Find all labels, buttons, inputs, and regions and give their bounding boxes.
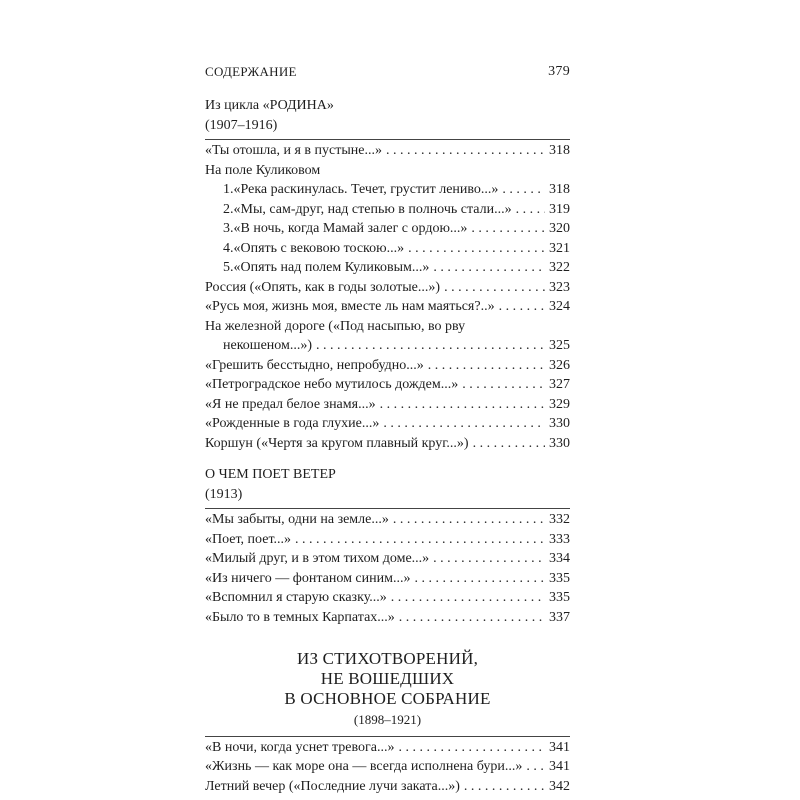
entry-page: 320 [549,221,570,236]
entry-title: «Мы забыты, одни на земле...» [205,512,389,527]
part-years: (1898–1921) [353,712,422,727]
entry-title: «Милый друг, и в этом тихом доме...» [205,551,430,566]
section-title: Из цикла «РОДИНА» [205,98,334,113]
entry-title: «Русь моя, жизнь моя, вместе ль нам маяться?..» [205,299,495,314]
part-heading-line: НЕ ВОШЕДШИХ [320,669,455,688]
toc-subentry[interactable] [205,180,570,200]
subentry-number: 4. [223,240,234,256]
dot-leader [386,141,545,161]
toc-entry-continued[interactable] [205,336,570,356]
toc-subentry[interactable] [205,239,570,259]
entry-page: 324 [549,299,570,314]
entry-page: 325 [549,338,570,353]
dot-leader [526,757,545,777]
entry-title: «Я не предал белое знамя...» [205,396,376,412]
toc-entry[interactable] [205,569,570,589]
running-title: СОДЕРЖАНИЕ [205,64,297,79]
dot-leader [433,549,545,569]
dot-leader [473,434,545,454]
entry-page: 334 [549,551,570,566]
entry-title: «Поет, поет...» [205,531,292,547]
entry-title: «Было то в темных Карпатах...» [205,609,395,625]
toc-entry[interactable] [205,356,570,376]
entry-page: 335 [549,570,570,586]
entry-title: «В ночь, когда Мамай залег с ордою...» [233,221,468,236]
entry-title: «В ночи, когда уснет тревога...» [205,739,395,755]
entry-title-line2: некошеном...») [223,338,313,353]
entry-title: «Рожденные в года глухие...» [205,416,380,431]
dot-leader [383,414,545,434]
entry-title: «Река раскинулась. Течет, грустит лениво...» [233,182,499,197]
dot-leader [464,777,545,797]
toc-entry[interactable] [205,608,570,628]
entry-page: 333 [549,531,570,547]
dot-leader [428,356,545,376]
entry-page: 326 [549,357,570,373]
section-title: О ЧЕМ ПОЕТ ВЕТЕР [205,467,336,482]
page-number: 379 [548,64,570,79]
entry-page: 329 [549,396,570,412]
toc-entry[interactable] [205,588,570,608]
spacer [205,453,570,465]
toc-entry[interactable] [205,141,570,161]
dot-leader [380,395,545,415]
dot-leader [399,608,545,628]
toc-subentry[interactable] [205,258,570,278]
entry-title: «Вспомнил я старую сказку...» [205,590,387,605]
entry-page: 330 [549,435,570,451]
entry-page: 330 [549,416,570,431]
dot-leader [502,180,545,200]
entry-title: «Из ничего — фонтаном синим...» [205,570,411,586]
toc-entry[interactable] [205,297,570,317]
spacer [205,627,570,649]
entry-page: 323 [549,279,570,295]
dot-leader [393,510,545,530]
section-years: (1913) [205,486,243,502]
entry-page: 318 [549,182,570,197]
dot-leader [471,219,545,239]
dot-leader [391,588,545,608]
dot-leader [316,336,545,356]
toc-entry[interactable] [205,395,570,415]
entry-page: 332 [549,512,570,527]
toc-subentry[interactable] [205,200,570,220]
part-heading-line: ИЗ СТИХОТВОРЕНИЙ, [296,649,479,668]
dot-leader [433,258,545,278]
toc-subentry[interactable] [205,219,570,239]
toc-entry[interactable] [205,510,570,530]
dot-leader [516,200,545,220]
entry-page: 321 [549,240,570,256]
part-heading-line: В ОСНОВНОЕ СОБРАНИЕ [284,689,491,708]
section-rule [205,139,570,140]
section-years: (1907–1916) [205,117,278,133]
section-rule [205,508,570,509]
toc-entry[interactable] [205,434,570,454]
dot-leader [444,278,545,298]
entry-page: 335 [549,590,570,605]
table-of-contents [205,96,570,796]
entry-title: «Ты отошла, и я в пустыне...» [205,143,382,158]
group-title: На поле Куликовом [205,162,321,178]
entry-page: 342 [549,778,570,794]
subentry-number: 3. [223,221,234,236]
entry-title: «Мы, сам-друг, над степью в полночь стали...» [233,201,512,217]
entry-title-line1: На железной дороге («Под насыпью, во рву [205,318,466,334]
entry-title: «Петроградское небо мутилось дождем...» [205,377,459,392]
section-rule [205,736,570,737]
toc-entry[interactable] [205,757,570,777]
dot-leader [462,375,545,395]
entry-page: 337 [549,609,570,625]
entry-title: Россия («Опять, как в годы золотые...») [205,279,441,295]
entry-page: 318 [549,143,570,158]
entry-title: Коршун («Чертя за кругом плавный круг...») [205,435,469,451]
toc-entry[interactable] [205,777,570,797]
subentry-number: 5. [223,260,234,275]
entry-title: «Жизнь — как море она — всегда исполнена бури...» [205,759,523,774]
entry-title: «Опять с вековою тоскою...» [233,240,405,256]
toc-entry[interactable] [205,375,570,395]
dot-leader [499,297,545,317]
entry-page: 319 [549,201,570,217]
dot-leader [408,239,545,259]
entry-page: 327 [549,377,570,392]
entry-title: «Грешить бесстыдно, непробудно...» [205,357,424,373]
entry-page: 341 [549,759,570,774]
toc-entry[interactable] [205,414,570,434]
entry-title: Летний вечер («Последние лучи заката...») [205,778,460,794]
subentry-number: 2. [223,201,234,217]
dot-leader [399,738,546,758]
subentry-number: 1. [223,182,234,197]
toc-entry[interactable] [205,530,570,550]
dot-leader [295,530,545,550]
toc-entry[interactable] [205,738,570,758]
toc-entry[interactable] [205,549,570,569]
entry-title: «Опять над полем Куликовым...» [233,260,430,275]
dot-leader [414,569,545,589]
entry-page: 322 [549,260,570,275]
entry-page: 341 [549,739,570,755]
toc-entry[interactable] [205,278,570,298]
